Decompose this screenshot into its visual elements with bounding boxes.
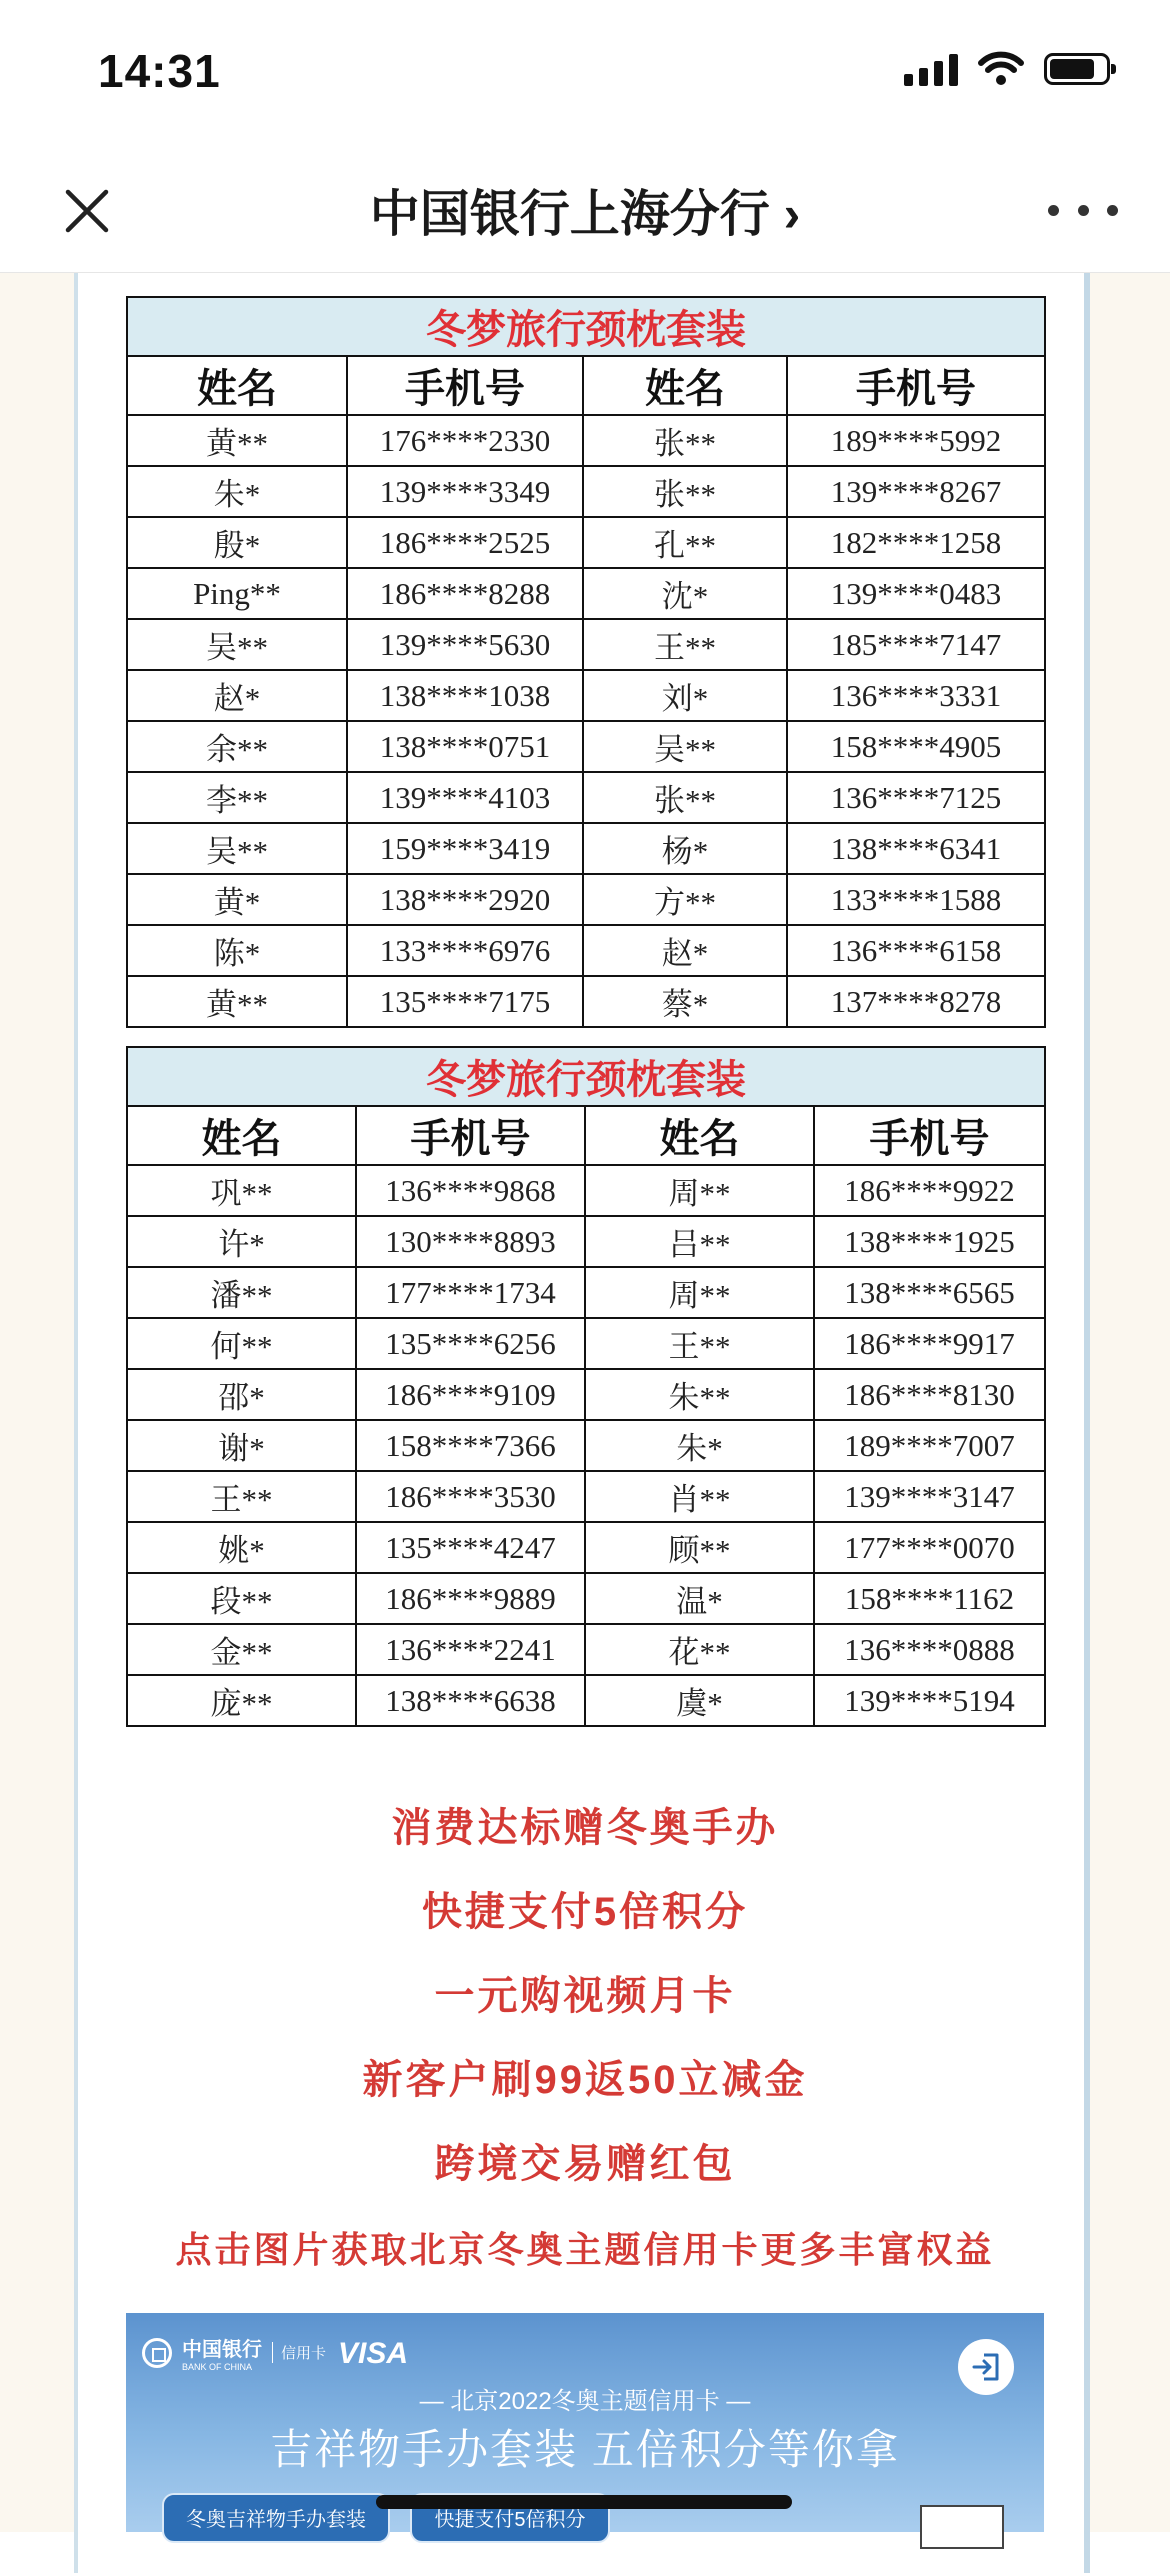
winner-name-cell: 花** — [585, 1624, 814, 1675]
more-dot-icon — [1048, 205, 1059, 216]
winner-name-cell: 孔** — [583, 517, 787, 568]
winner-phone-cell: 158****4905 — [787, 721, 1045, 772]
bank-name-en: BANK OF CHINA — [182, 2362, 253, 2372]
winner-phone-cell: 135****7175 — [347, 976, 583, 1027]
winner-phone-cell: 186****9922 — [814, 1165, 1045, 1216]
wifi-icon — [978, 52, 1024, 86]
winner-phone-cell: 186****3530 — [356, 1471, 585, 1522]
header-phone: 手机号 — [356, 1106, 585, 1165]
login-icon — [970, 2351, 1002, 2383]
winner-name-cell: 黄* — [127, 874, 347, 925]
table-row — [127, 517, 1045, 568]
winner-name-cell: 温* — [585, 1573, 814, 1624]
winner-name-cell: 余** — [127, 721, 347, 772]
table-row — [127, 1165, 1045, 1216]
visa-logo: VISA — [338, 2337, 409, 2370]
winner-name-cell: 姚* — [127, 1522, 356, 1573]
winner-name-cell: 殷* — [127, 517, 347, 568]
table-row — [127, 823, 1045, 874]
table-row — [127, 1675, 1045, 1726]
winner-name-cell: 王** — [127, 1471, 356, 1522]
winner-name-cell: 吴** — [127, 619, 347, 670]
points-button[interactable]: 快捷支付5倍积分 — [410, 2493, 610, 2543]
winner-name-cell: 巩** — [127, 1165, 356, 1216]
table-row — [127, 619, 1045, 670]
promo-line: 消费达标赠冬奥手办 — [391, 1806, 779, 1850]
winners-table — [126, 296, 1046, 1028]
bank-name: 中国银行 — [182, 2339, 262, 2361]
winner-name-cell: 邵* — [127, 1369, 356, 1420]
winner-name-cell: 何** — [127, 1318, 356, 1369]
table-row — [127, 670, 1045, 721]
header-name: 姓名 — [127, 356, 347, 415]
winner-phone-cell: 133****1588 — [787, 874, 1045, 925]
winners-table — [126, 1046, 1046, 1727]
winner-name-cell: 蔡* — [583, 976, 787, 1027]
winners-table-1 — [126, 296, 1044, 1022]
winner-name-cell: 朱* — [585, 1420, 814, 1471]
winner-phone-cell: 185****7147 — [787, 619, 1045, 670]
promo-line: 一元购视频月卡 — [434, 1974, 736, 2018]
winner-name-cell: 陈* — [127, 925, 347, 976]
table-row — [127, 1420, 1045, 1471]
banner-subtitle: — 北京2022冬奥主题信用卡 — — [419, 2388, 751, 2415]
winner-name-cell: 张** — [583, 466, 787, 517]
winner-phone-cell: 136****0888 — [814, 1624, 1045, 1675]
winner-name-cell: 周** — [585, 1267, 814, 1318]
table-row — [127, 772, 1045, 823]
card-type: 信用卡 — [272, 2342, 326, 2363]
more-options-button[interactable] — [1048, 190, 1118, 230]
table-row — [127, 1318, 1045, 1369]
promo-line: 快捷支付5倍积分 — [421, 1890, 749, 1934]
winner-phone-cell: 177****0070 — [814, 1522, 1045, 1573]
winner-name-cell: 张** — [583, 772, 787, 823]
winner-phone-cell: 177****1734 — [356, 1267, 585, 1318]
winner-name-cell: 顾** — [585, 1522, 814, 1573]
winner-name-cell: 杨* — [583, 823, 787, 874]
table-row — [127, 1573, 1045, 1624]
winner-phone-cell: 136****2241 — [356, 1624, 585, 1675]
winner-name-cell: 庞** — [127, 1675, 356, 1726]
status-bar — [0, 0, 1170, 150]
winners-table-2 — [126, 1046, 1044, 1731]
more-dot-icon — [1078, 205, 1089, 216]
cellular-signal-icon — [904, 52, 958, 86]
winner-name-cell: 金** — [127, 1624, 356, 1675]
winner-name-cell: 段** — [127, 1573, 356, 1624]
table-title: 冬梦旅行颈枕套装 — [127, 297, 1045, 356]
winner-name-cell: 沈* — [583, 568, 787, 619]
winner-name-cell: 赵* — [127, 670, 347, 721]
bank-seal-icon — [142, 2338, 172, 2368]
winner-name-cell: 吴** — [127, 823, 347, 874]
table-row — [127, 568, 1045, 619]
winner-phone-cell: 135****6256 — [356, 1318, 585, 1369]
winner-phone-cell: 158****7366 — [356, 1420, 585, 1471]
winner-phone-cell: 139****5194 — [814, 1675, 1045, 1726]
winner-phone-cell: 138****1038 — [347, 670, 583, 721]
table-row — [127, 466, 1045, 517]
winner-name-cell: 肖** — [585, 1471, 814, 1522]
bank-logo — [142, 2333, 326, 2372]
winner-name-cell: 虞* — [585, 1675, 814, 1726]
winner-name-cell: 周** — [585, 1165, 814, 1216]
home-indicator[interactable] — [376, 2495, 792, 2509]
table-row — [127, 874, 1045, 925]
account-title-link[interactable]: 中国银行上海分行 › — [369, 186, 801, 242]
table-row — [127, 1624, 1045, 1675]
promo-line: 新客户刷99返50立减金 — [362, 2058, 808, 2102]
winner-phone-cell: 186****8288 — [347, 568, 583, 619]
winner-name-cell: 黄** — [127, 976, 347, 1027]
header-name: 姓名 — [585, 1106, 814, 1165]
winner-phone-cell: 139****8267 — [787, 466, 1045, 517]
table-row — [127, 1471, 1045, 1522]
nav-bar — [0, 150, 1170, 273]
winner-phone-cell: 186****8130 — [814, 1369, 1045, 1420]
table-row — [127, 925, 1045, 976]
more-dot-icon — [1107, 205, 1118, 216]
winner-phone-cell: 189****7007 — [814, 1420, 1045, 1471]
winner-phone-cell: 138****6565 — [814, 1267, 1045, 1318]
table-row — [127, 721, 1045, 772]
winner-phone-cell: 136****7125 — [787, 772, 1045, 823]
winner-name-cell: 许* — [127, 1216, 356, 1267]
winner-phone-cell: 182****1258 — [787, 517, 1045, 568]
winner-phone-cell: 138****0751 — [347, 721, 583, 772]
winner-phone-cell: 136****3331 — [787, 670, 1045, 721]
winner-phone-cell: 136****9868 — [356, 1165, 585, 1216]
winner-name-cell: 方** — [583, 874, 787, 925]
promo-line: 跨境交易赠红包 — [434, 2142, 736, 2186]
winner-name-cell: Ping** — [127, 568, 347, 619]
header-phone: 手机号 — [347, 356, 583, 415]
header-phone: 手机号 — [814, 1106, 1045, 1165]
table-row — [127, 1267, 1045, 1318]
table-row — [127, 1369, 1045, 1420]
winner-phone-cell: 186****2525 — [347, 517, 583, 568]
winner-name-cell: 赵* — [583, 925, 787, 976]
winner-phone-cell: 133****6976 — [347, 925, 583, 976]
battery-icon — [1044, 53, 1110, 85]
winner-phone-cell: 130****8893 — [356, 1216, 585, 1267]
winner-phone-cell: 137****8278 — [787, 976, 1045, 1027]
winner-phone-cell: 136****6158 — [787, 925, 1045, 976]
qr-code-icon — [920, 2505, 1004, 2549]
table-row — [127, 415, 1045, 466]
banner-title: 吉祥物手办套装 五倍积分等你拿 — [270, 2426, 900, 2473]
winner-name-cell: 王** — [585, 1318, 814, 1369]
header-name: 姓名 — [127, 1106, 356, 1165]
winner-name-cell: 朱* — [127, 466, 347, 517]
header-name: 姓名 — [583, 356, 787, 415]
winner-name-cell: 李** — [127, 772, 347, 823]
winner-phone-cell: 186****9917 — [814, 1318, 1045, 1369]
winner-phone-cell: 139****3349 — [347, 466, 583, 517]
winner-phone-cell: 139****5630 — [347, 619, 583, 670]
winner-phone-cell: 158****1162 — [814, 1573, 1045, 1624]
table-row — [127, 1522, 1045, 1573]
winner-name-cell: 潘** — [127, 1267, 356, 1318]
winner-phone-cell: 138****2920 — [347, 874, 583, 925]
winner-phone-cell: 139****3147 — [814, 1471, 1045, 1522]
winner-phone-cell: 135****4247 — [356, 1522, 585, 1573]
winner-phone-cell: 139****0483 — [787, 568, 1045, 619]
winner-phone-cell: 159****3419 — [347, 823, 583, 874]
winner-name-cell: 刘* — [583, 670, 787, 721]
winner-phone-cell: 176****2330 — [347, 415, 583, 466]
mascot-set-button[interactable]: 冬奥吉祥物手办套装 — [162, 2493, 390, 2543]
winner-phone-cell: 186****9109 — [356, 1369, 585, 1420]
status-icons — [904, 52, 1110, 86]
winner-name-cell: 黄** — [127, 415, 347, 466]
winner-phone-cell: 189****5992 — [787, 415, 1045, 466]
winner-name-cell: 谢* — [127, 1420, 356, 1471]
table-title: 冬梦旅行颈枕套装 — [127, 1047, 1045, 1106]
winner-phone-cell: 138****1925 — [814, 1216, 1045, 1267]
winner-name-cell: 朱** — [585, 1369, 814, 1420]
winner-phone-cell: 138****6638 — [356, 1675, 585, 1726]
winner-phone-cell: 138****6341 — [787, 823, 1045, 874]
table-row — [127, 976, 1045, 1027]
status-time: 14:31 — [98, 45, 221, 97]
winner-phone-cell: 186****9889 — [356, 1573, 585, 1624]
header-phone: 手机号 — [787, 356, 1045, 415]
winner-phone-cell: 139****4103 — [347, 772, 583, 823]
table-row — [127, 1216, 1045, 1267]
winner-name-cell: 张** — [583, 415, 787, 466]
winner-name-cell: 吴** — [583, 721, 787, 772]
winner-name-cell: 王** — [583, 619, 787, 670]
winner-name-cell: 吕** — [585, 1216, 814, 1267]
promo-cta-text: 点击图片获取北京冬奥主题信用卡更多丰富权益 — [175, 2229, 995, 2270]
